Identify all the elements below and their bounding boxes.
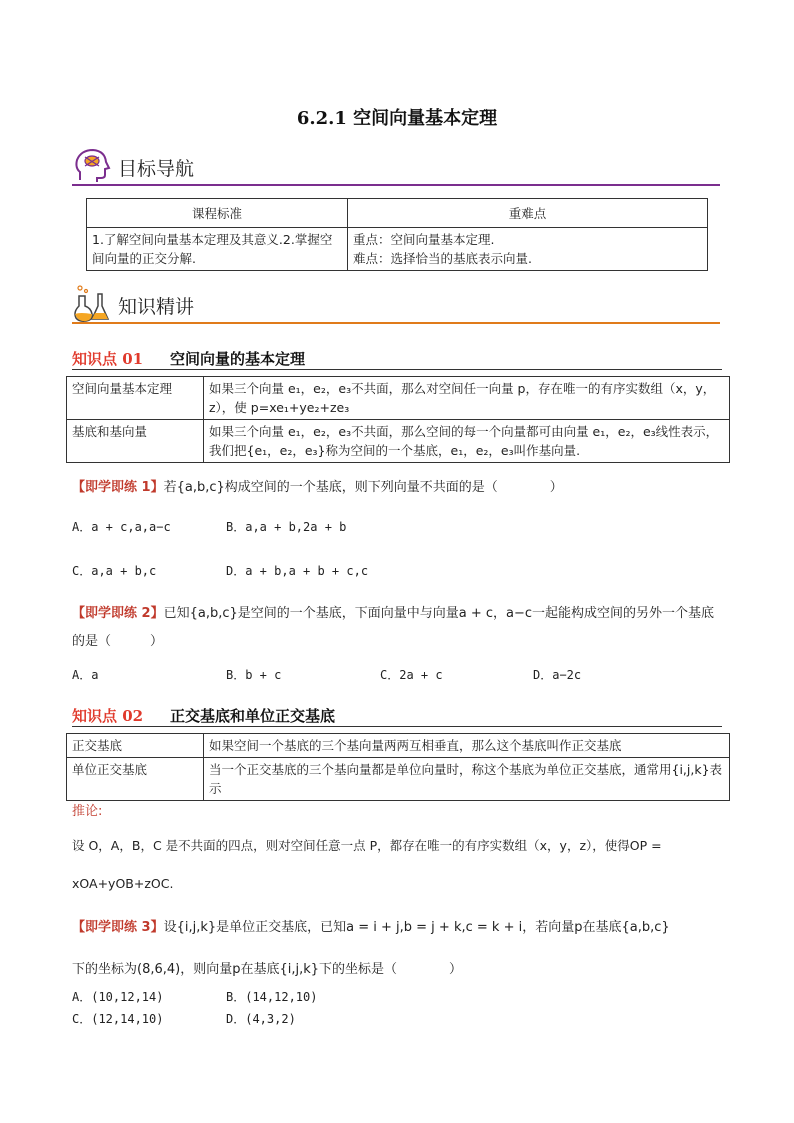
kp1-row1-value: 如果三个向量 e₁，e₂，e₃不共面，那么对空间任一向量 p，存在唯一的有序实数组（x，y，z），使 p=xe₁+ye₂+ze₃	[204, 377, 730, 420]
practice-label: 【即学即练 2】	[72, 606, 164, 621]
goal-difficult-point: 难点：选择恰当的基底表示向量.	[353, 251, 532, 266]
kp2-row1-key: 正交基底	[67, 734, 204, 758]
practice-2-option-a: A．a	[72, 668, 99, 682]
practice-3-stem-line2: 下的坐标为(8,6,4)，则向量p在基底{i,j,k}下的坐标是（ ）	[72, 962, 463, 977]
goal-col2-header: 重难点	[348, 199, 708, 228]
practice-label: 【即学即练 1】	[72, 480, 164, 495]
kp2-row1-value: 如果空间一个基底的三个基向量两两互相垂直，那么这个基底叫作正交基底	[204, 734, 730, 758]
knowledge-point-label: 知识点 01	[72, 350, 144, 368]
practice-1-option-b: B．a,a + b,2a + b	[226, 520, 347, 534]
kp1-table	[66, 376, 730, 463]
divider	[72, 184, 720, 186]
practice-2-option-c: C．2a + c	[380, 668, 443, 682]
practice-question: 设{i,j,k}是单位正交基底，已知a = i + j,b = j + k,c = k + i，若向量p在基底{a,b,c}	[163, 920, 670, 935]
kp1-row2-key: 基底和基向量	[67, 420, 204, 463]
practice-question: 已知{a,b,c}是空间的一个基底，下面向量中与向量a + c，a−c一起能构成空间的另外一个基底的是（ ）	[72, 606, 715, 649]
corollary-text-line2: xOA+yOB+zOC.	[72, 876, 174, 891]
corollary-text-line1: 设 O，A，B，C 是不共面的四点，则对空间任意一点 P，都存在唯一的有序实数组（x，y，z），使得OP =	[72, 838, 662, 853]
section-knowledge-title: 知识精讲	[118, 296, 195, 318]
knowledge-point-title: 正交基底和单位正交基底	[170, 707, 336, 725]
head-brain-icon	[72, 146, 112, 186]
knowledge-point-02-header	[72, 703, 722, 727]
practice-2-option-b: B．b + c	[226, 668, 282, 682]
page-title: 6.2.1 空间向量基本定理	[296, 108, 498, 129]
section-knowledge-header	[72, 284, 720, 324]
knowledge-point-01-header	[72, 346, 722, 370]
knowledge-point-title: 空间向量的基本定理	[170, 350, 306, 368]
practice-3-option-a: A．(10,12,14)	[72, 990, 164, 1004]
practice-3-option-d: D．(4,3,2)	[226, 1012, 296, 1026]
practice-label: 【即学即练 3】	[72, 920, 164, 935]
divider	[72, 322, 720, 324]
kp2-table	[66, 733, 730, 801]
practice-3-option-b: B．(14,12,10)	[226, 990, 318, 1004]
goal-table	[86, 198, 708, 271]
practice-1-stem	[72, 476, 732, 495]
knowledge-point-label: 知识点 02	[72, 707, 144, 725]
practice-3-option-c: C．(12,14,10)	[72, 1012, 164, 1026]
divider	[72, 369, 722, 370]
practice-1-option-c: C．a,a + b,c	[72, 564, 157, 578]
practice-3-stem-line1	[72, 916, 728, 935]
kp2-row2-key: 单位正交基底	[67, 758, 204, 801]
goal-col1-header: 课程标准	[87, 199, 348, 228]
practice-2-option-d: D．a−2c	[533, 668, 582, 682]
goal-key-point: 重点：空间向量基本定理.	[353, 232, 495, 247]
section-target-header	[72, 146, 720, 186]
goal-col1-text: 1.了解空间向量基本定理及其意义.2.掌握空间向量的正交分解.	[87, 228, 348, 271]
goal-col2-cell	[348, 228, 708, 271]
corollary-label: 推论:	[72, 804, 103, 819]
practice-question: 若{a,b,c}构成空间的一个基底，则下列向量不共面的是（ ）	[163, 480, 563, 495]
kp2-row2-value: 当一个正交基底的三个基向量都是单位向量时，称这个基底为单位正交基底，通常用{i,j,k}表示	[204, 758, 730, 801]
practice-1-option-d: D．a + b,a + b + c,c	[226, 564, 369, 578]
divider	[72, 726, 722, 727]
practice-2-stem	[72, 600, 724, 656]
practice-1-option-a: A．a + c,a,a−c	[72, 520, 171, 534]
section-target-title: 目标导航	[118, 158, 195, 180]
kp1-row2-value: 如果三个向量 e₁，e₂，e₃不共面，那么空间的每一个向量都可由向量 e₁，e₂，e₃线性表示，我们把{e₁，e₂，e₃}称为空间的一个基底，e₁，e₂，e₃叫作基向量.	[204, 420, 730, 463]
flask-icon	[72, 284, 112, 324]
kp1-row1-key: 空间向量基本定理	[67, 377, 204, 420]
